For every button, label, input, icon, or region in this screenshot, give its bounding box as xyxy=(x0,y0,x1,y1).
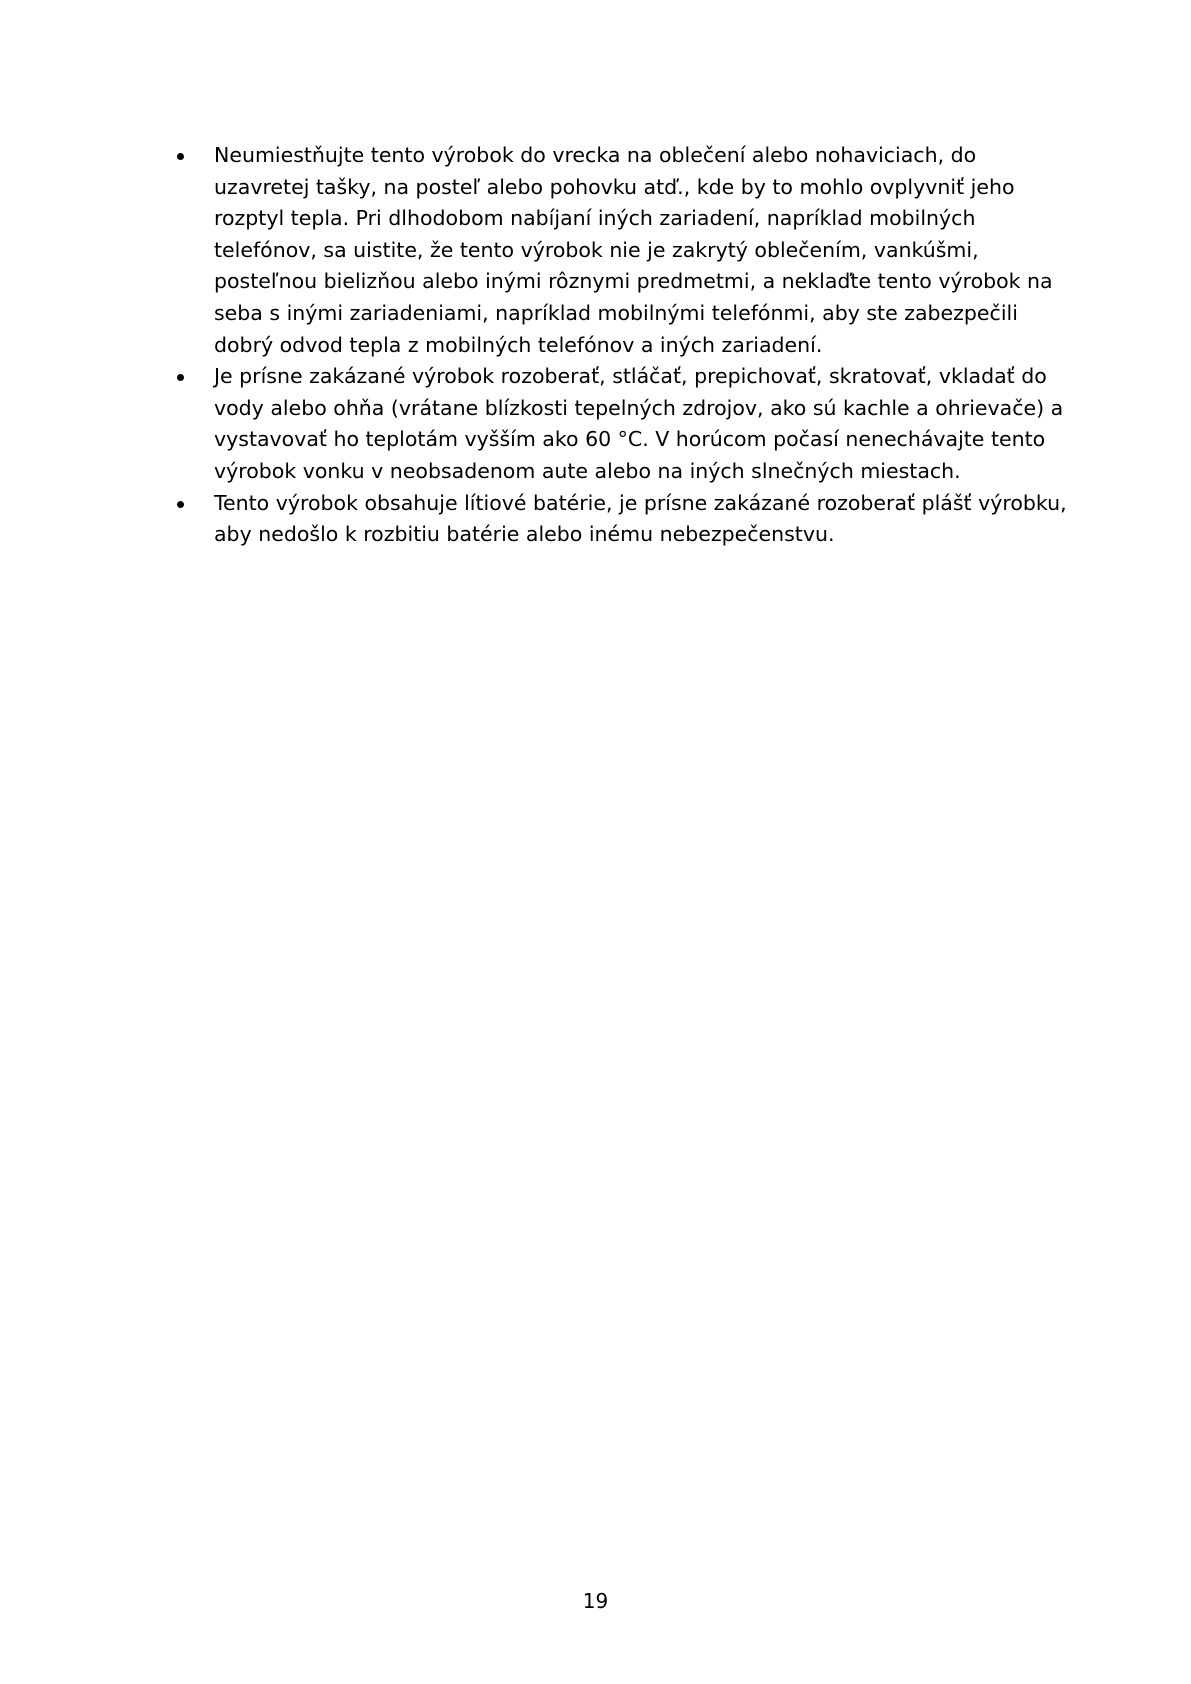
bullet-icon xyxy=(177,153,184,160)
safety-bullet-list xyxy=(170,140,1070,551)
list-item xyxy=(170,488,1070,551)
page-number: 19 xyxy=(582,1589,609,1613)
list-item xyxy=(170,361,1070,487)
list-item xyxy=(170,140,1070,361)
bullet-text: Neumiestňujte tento výrobok do vrecka na oblečení alebo nohaviciach, do uzavretej tašky, na posteľ alebo pohovku atď., kde by to mohlo ovplyvniť jeho rozptyl tepla. Pri dlhodobom nabíjaní iných zariadení, napríklad mobilných telefónov, sa uistite, že tento výrobok nie je zakrytý oblečením, vankúšmi, posteľnou bielizňou alebo inými rôznymi predmetmi, a neklaďte tento výrobok na seba s inými zariadeniami, napríklad mobilnými telefónmi, aby ste zabezpečili dobrý odvod tepla z mobilných telefónov a iných zariadení. xyxy=(214,143,1053,357)
bullet-icon xyxy=(177,374,184,381)
bullet-text: Je prísne zakázané výrobok rozoberať, stláčať, prepichovať, skratovať, vkladať do vody alebo ohňa (vrátane blízkosti tepelných zdrojov, ako sú kachle a ohrievače) a vystavovať ho teplotám vyšším ako 60 °C. V horúcom počasí nenechávajte tento výrobok vonku v neobsadenom aute alebo na iných slnečných miestach. xyxy=(214,364,1064,483)
bullet-text: Tento výrobok obsahuje lítiové batérie, je prísne zakázané rozoberať plášť výrobku, aby nedošlo k rozbitiu batérie alebo inému nebezpečenstvu. xyxy=(214,490,1067,547)
bullet-icon xyxy=(177,501,184,508)
